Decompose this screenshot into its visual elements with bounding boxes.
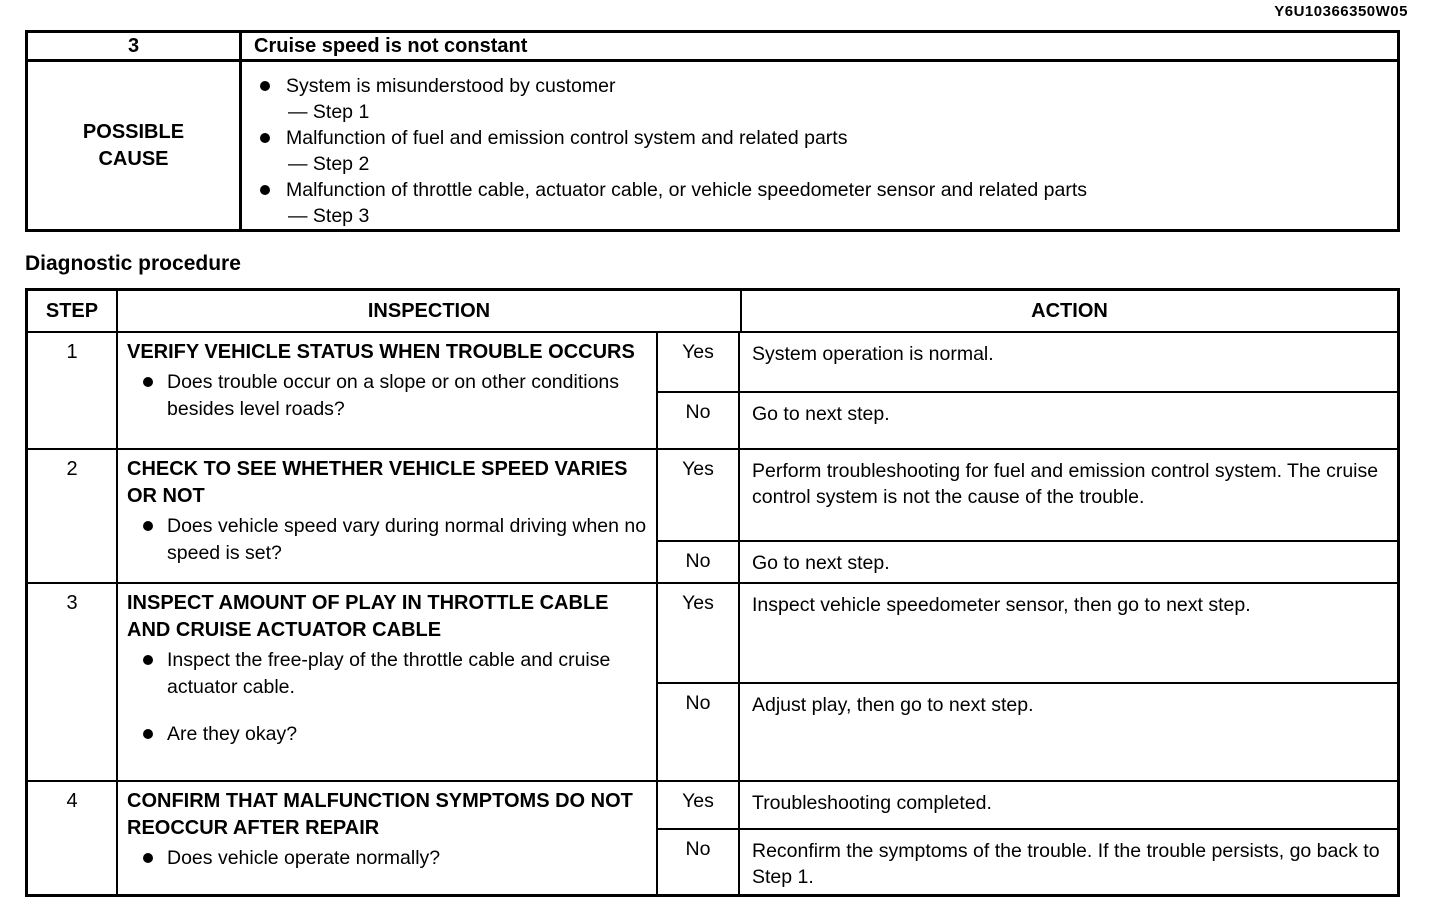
inspection-bullet — [127, 845, 648, 872]
diagnostic-row — [28, 782, 1397, 894]
cause-text: Malfunction of fuel and emission control system and related parts — [286, 127, 848, 149]
inspection-title: INSPECT AMOUNT OF PLAY IN THROTTLE CABLE AND CRUISE ACTUATOR CABLE — [127, 592, 609, 641]
no-row — [658, 684, 1397, 780]
possible-cause-label-cell — [28, 62, 242, 229]
doc-code: Y6U10366350W05 — [1274, 3, 1408, 20]
bullet-icon — [143, 853, 153, 863]
step-number-cell: 3 — [28, 584, 118, 780]
no-action-cell: Reconfirm the symptoms of the trouble. If the trouble persists, go back to Step 1. — [752, 840, 1380, 888]
bullet-icon — [260, 185, 270, 195]
cause-item — [258, 125, 1387, 151]
symptom-row — [28, 33, 1397, 62]
cause-step-ref: — Step 3 — [288, 205, 370, 227]
inspection-bullet-text: Does vehicle speed vary during normal driving when no speed is set? — [167, 515, 647, 564]
diagnostic-row — [28, 584, 1397, 782]
symptom-title-cell — [242, 33, 1397, 59]
inspection-cell — [118, 333, 658, 448]
yes-row — [658, 584, 1397, 684]
bullet-icon — [143, 377, 153, 387]
inspection-bullet-text: Does trouble occur on a slope or on other conditions besides level roads? — [167, 371, 620, 420]
step-number-cell: 1 — [28, 333, 118, 448]
yes-row — [658, 450, 1397, 542]
result-cells — [658, 782, 1397, 894]
step-number-cell: 2 — [28, 450, 118, 582]
no-label: No — [658, 684, 740, 780]
step-number-cell: 4 — [28, 782, 118, 894]
cause-item — [258, 177, 1387, 203]
inspection-title: CONFIRM THAT MALFUNCTION SYMPTOMS DO NOT REOCCUR AFTER REPAIR — [127, 790, 633, 839]
yes-action-cell: System operation is normal. — [752, 343, 994, 365]
inspection-bullet — [127, 369, 648, 423]
possible-cause-label: POSSIBLE CAUSE — [82, 120, 185, 170]
section-title: Diagnostic procedure — [25, 252, 241, 275]
symptom-title: Cruise speed is not constant — [254, 34, 528, 57]
diagnostic-table-header — [28, 291, 1397, 333]
possible-cause-row — [28, 62, 1397, 229]
yes-action-cell: Perform troubleshooting for fuel and emission control system. The cruise control system is not the cause of the trouble. — [752, 460, 1379, 508]
cause-text: System is misunderstood by customer — [286, 75, 616, 97]
inspection-title: VERIFY VEHICLE STATUS WHEN TROUBLE OCCURS — [127, 341, 635, 363]
bullet-icon — [143, 521, 153, 531]
inspection-bullet — [127, 647, 648, 701]
cause-item — [258, 73, 1387, 99]
bullet-icon — [260, 133, 270, 143]
result-cells — [658, 333, 1397, 448]
no-action-cell: Go to next step. — [752, 552, 890, 574]
inspection-bullet-text: Inspect the free-play of the throttle cable and cruise actuator cable. — [167, 649, 611, 698]
yes-row — [658, 333, 1397, 393]
header-action: ACTION — [1031, 299, 1108, 322]
symptom-table — [25, 30, 1400, 232]
no-label: No — [658, 542, 740, 582]
header-inspection: INSPECTION — [118, 291, 742, 331]
no-label: No — [658, 393, 740, 448]
yes-label: Yes — [658, 584, 740, 682]
yes-action-cell: Inspect vehicle speedometer sensor, then go to next step. — [752, 594, 1251, 616]
result-cells — [658, 450, 1397, 582]
inspection-cell — [118, 450, 658, 582]
bullet-icon — [143, 655, 153, 665]
possible-cause-list — [242, 62, 1397, 229]
no-action-cell: Adjust play, then go to next step. — [752, 694, 1034, 716]
inspection-cell — [118, 584, 658, 780]
cause-step-ref: — Step 1 — [288, 101, 370, 123]
header-step: STEP — [28, 291, 118, 331]
inspection-bullet — [127, 721, 648, 748]
yes-label: Yes — [658, 450, 740, 540]
cause-step-ref: — Step 2 — [288, 153, 370, 175]
inspection-bullet-text: Does vehicle operate normally? — [167, 847, 441, 869]
no-action-cell: Go to next step. — [752, 403, 890, 425]
diagnostic-row — [28, 450, 1397, 584]
result-cells — [658, 584, 1397, 780]
yes-label: Yes — [658, 333, 740, 391]
diagnostic-row — [28, 333, 1397, 450]
no-row — [658, 393, 1397, 448]
no-row — [658, 830, 1397, 894]
symptom-number-cell — [28, 33, 242, 59]
bullet-icon — [143, 729, 153, 739]
inspection-title: CHECK TO SEE WHETHER VEHICLE SPEED VARIES OR NOT — [127, 458, 628, 507]
symptom-number: 3 — [127, 34, 140, 57]
cause-text: Malfunction of throttle cable, actuator cable, or vehicle speedometer sensor and related parts — [286, 179, 1088, 201]
no-row — [658, 542, 1397, 582]
no-label: No — [658, 830, 740, 894]
bullet-icon — [260, 81, 270, 91]
yes-label: Yes — [658, 782, 740, 828]
yes-row — [658, 782, 1397, 830]
inspection-bullet — [127, 513, 648, 567]
yes-action-cell: Troubleshooting completed. — [752, 792, 992, 814]
diagnostic-table — [25, 288, 1400, 897]
inspection-cell — [118, 782, 658, 894]
inspection-bullet-text: Are they okay? — [167, 723, 298, 745]
